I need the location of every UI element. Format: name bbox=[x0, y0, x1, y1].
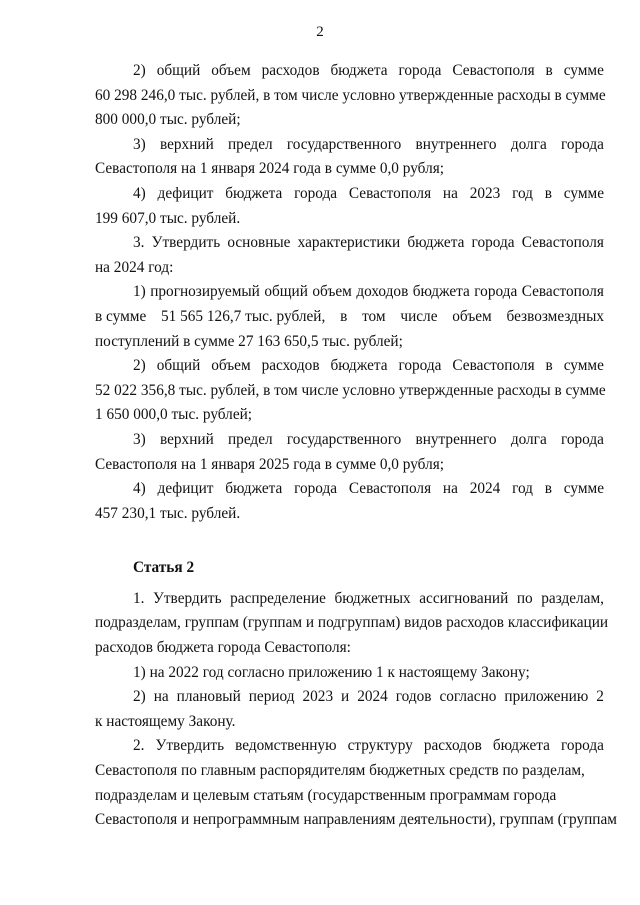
word: ассигнований bbox=[419, 589, 509, 607]
text-line bbox=[95, 734, 604, 759]
word: бюджета bbox=[492, 737, 550, 755]
word: период bbox=[248, 688, 295, 706]
paragraph bbox=[95, 182, 604, 231]
word: прогнозируемый bbox=[150, 283, 260, 301]
paragraph bbox=[95, 685, 604, 734]
text-line bbox=[95, 685, 604, 710]
text-line bbox=[95, 784, 604, 809]
text-line bbox=[95, 477, 604, 502]
paragraph bbox=[95, 734, 617, 832]
word: бюджета bbox=[225, 184, 283, 202]
text-line bbox=[95, 808, 617, 833]
text-line bbox=[95, 611, 609, 636]
word: предел bbox=[228, 135, 273, 153]
word: бюджета bbox=[330, 62, 388, 79]
word: безвозмездных bbox=[506, 307, 604, 325]
word: разделам, bbox=[541, 589, 604, 607]
word: 2024 bbox=[357, 688, 388, 706]
word: Севастополя и непрограммным направлениям деятельности), группам (группам bbox=[95, 811, 617, 829]
word: на bbox=[442, 480, 458, 498]
text-line bbox=[95, 403, 604, 428]
word: и bbox=[341, 688, 350, 706]
word: 457 230,1 тыс. рублей. bbox=[95, 504, 241, 522]
word: предел bbox=[228, 430, 273, 448]
word: общий bbox=[156, 62, 201, 79]
word: плановый bbox=[176, 688, 241, 706]
word: Утвердить bbox=[155, 737, 225, 755]
text-line bbox=[95, 379, 604, 404]
text-line bbox=[95, 59, 604, 84]
text-line bbox=[95, 280, 604, 305]
word: объем bbox=[312, 283, 352, 301]
word: к настоящему Закону. bbox=[95, 712, 236, 730]
word: 2023 bbox=[302, 688, 334, 706]
word: 199 607,0 тыс. рублей. bbox=[95, 209, 241, 227]
text-line bbox=[95, 636, 604, 661]
word: 60 298 246,0 тыс. рублей, в том числе условно утвержденные расходы в сумме bbox=[95, 86, 606, 104]
text-line bbox=[95, 256, 604, 281]
word: Севастополя bbox=[452, 62, 535, 79]
word: в bbox=[340, 307, 348, 325]
text-line bbox=[95, 354, 604, 379]
word: ведомственную bbox=[235, 737, 337, 755]
word: том bbox=[362, 307, 386, 325]
paragraph bbox=[95, 428, 604, 477]
text-line bbox=[95, 108, 604, 133]
word: города bbox=[560, 430, 604, 448]
word: в bbox=[544, 184, 552, 202]
article-heading: Статья 2 bbox=[133, 559, 195, 577]
word: Севастополя bbox=[521, 234, 604, 252]
word: 2023 bbox=[469, 184, 501, 202]
word: сумме bbox=[563, 184, 604, 202]
word: доходов bbox=[356, 283, 409, 301]
paragraph bbox=[95, 661, 604, 686]
text-line bbox=[95, 759, 604, 784]
word: расходов bbox=[423, 737, 482, 755]
page-number: 2 bbox=[316, 24, 324, 40]
word: сумме bbox=[563, 357, 604, 375]
word: согласно bbox=[439, 688, 497, 706]
word: города bbox=[398, 62, 442, 79]
word: Севастополя на 1 января 2024 года в сумме 0,0 рубля; bbox=[95, 160, 444, 178]
word: бюджета bbox=[407, 234, 465, 252]
text-line bbox=[95, 182, 604, 207]
word: поступлений в сумме 27 163 650,5 тыс. рублей; bbox=[95, 332, 403, 350]
word: на bbox=[442, 184, 458, 202]
word: объем bbox=[452, 307, 492, 325]
word: бюджетных bbox=[334, 589, 411, 607]
word: 1 650 000,0 тыс. рублей; bbox=[95, 406, 253, 424]
word: долга bbox=[510, 135, 547, 153]
word: верхний bbox=[159, 135, 214, 153]
word: 3) bbox=[133, 135, 146, 153]
word: 52 022 356,8 тыс. рублей, в том числе условно утвержденные расходы в сумме bbox=[95, 381, 606, 399]
word: города bbox=[471, 234, 515, 252]
paragraph bbox=[95, 477, 604, 526]
document-body bbox=[95, 59, 617, 833]
word: города bbox=[398, 357, 442, 375]
word: 2) bbox=[133, 62, 146, 79]
word: внутреннего bbox=[415, 430, 497, 448]
text-line bbox=[95, 710, 604, 735]
word: в сумме bbox=[95, 307, 147, 325]
word: 2) bbox=[133, 688, 146, 706]
text-line bbox=[95, 305, 604, 330]
word: Севастополя bbox=[521, 283, 604, 301]
text-line bbox=[95, 231, 604, 256]
word: годов bbox=[395, 688, 432, 706]
word: в bbox=[545, 62, 553, 79]
paragraph bbox=[95, 280, 604, 354]
word: Севастополя bbox=[348, 480, 432, 498]
text-line bbox=[95, 661, 604, 686]
text-line bbox=[95, 330, 604, 355]
word: верхний bbox=[159, 430, 214, 448]
word: основные bbox=[227, 234, 291, 252]
word: в bbox=[544, 480, 552, 498]
word: 4) bbox=[133, 184, 146, 202]
word: Утвердить bbox=[153, 589, 222, 607]
word: бюджета bbox=[412, 283, 470, 301]
word: города bbox=[294, 184, 338, 202]
word: на 2024 год: bbox=[95, 258, 174, 276]
word: Севастополя bbox=[452, 357, 535, 375]
word: структуру bbox=[347, 737, 413, 755]
word: 2. bbox=[133, 737, 145, 755]
word: объем bbox=[211, 357, 251, 375]
word: долга bbox=[510, 430, 547, 448]
word: бюджета bbox=[225, 480, 283, 498]
word: Севастополя на 1 января 2025 года в сумме 0,0 рубля; bbox=[95, 455, 444, 473]
word: 800 000,0 тыс. рублей; bbox=[95, 111, 241, 129]
word: 1) на 2022 год согласно приложению 1 к настоящему Закону; bbox=[133, 663, 530, 681]
paragraph bbox=[95, 133, 604, 182]
word: государственного bbox=[286, 135, 402, 153]
word: сумме bbox=[563, 62, 604, 79]
word: подразделам, группам (группам и подгруппам) видов расходов классификации bbox=[95, 614, 609, 632]
word: Утвердить bbox=[151, 234, 221, 252]
word: 1. bbox=[133, 589, 145, 607]
text-line bbox=[95, 502, 604, 527]
word: подразделам и целевым статьям (государственным программам города bbox=[95, 786, 557, 804]
paragraph bbox=[95, 354, 604, 428]
word: 1) bbox=[133, 283, 146, 301]
word: города bbox=[474, 283, 518, 301]
text-line bbox=[95, 207, 604, 232]
text-line bbox=[95, 587, 604, 612]
word: 2024 bbox=[469, 480, 501, 498]
word: Севастополя bbox=[348, 184, 432, 202]
word: 3) bbox=[133, 430, 146, 448]
word: 3. bbox=[133, 234, 145, 252]
word: приложению bbox=[504, 688, 589, 706]
word: 2 bbox=[596, 688, 604, 706]
word: характеристики bbox=[297, 234, 401, 252]
text-line bbox=[95, 133, 604, 158]
paragraph bbox=[95, 59, 604, 133]
word: общий bbox=[156, 357, 201, 375]
word: распределение bbox=[230, 589, 326, 607]
word: города bbox=[560, 737, 604, 755]
word: на bbox=[153, 688, 169, 706]
word: города bbox=[294, 480, 338, 498]
word: сумме bbox=[563, 480, 604, 498]
text-line bbox=[95, 453, 604, 478]
word: государственного bbox=[286, 430, 402, 448]
word: бюджета bbox=[330, 357, 388, 375]
word: дефицит bbox=[157, 480, 214, 498]
word: 4) bbox=[133, 480, 146, 498]
word: города bbox=[560, 135, 604, 153]
paragraph bbox=[95, 587, 609, 661]
word: объем bbox=[211, 62, 251, 79]
word: расходов bbox=[261, 357, 320, 375]
word: общий bbox=[264, 283, 308, 301]
text-line bbox=[95, 157, 604, 182]
paragraph bbox=[95, 231, 604, 280]
word: год bbox=[512, 184, 533, 202]
word: расходов bbox=[261, 62, 320, 79]
word: Севастополя по главным распорядителям бюджетных средств по разделам, bbox=[95, 762, 585, 780]
word: внутреннего bbox=[415, 135, 497, 153]
word: дефицит bbox=[157, 184, 214, 202]
word: по bbox=[516, 589, 533, 607]
text-line bbox=[95, 428, 604, 453]
word: год bbox=[512, 480, 533, 498]
word: 51 565 126,7 тыс. рублей, bbox=[161, 307, 326, 325]
word: расходов бюджета города Севастополя: bbox=[95, 639, 351, 657]
word: 2) bbox=[133, 357, 146, 375]
text-line bbox=[95, 84, 604, 109]
word: в bbox=[545, 357, 553, 375]
word: числе bbox=[400, 307, 438, 325]
